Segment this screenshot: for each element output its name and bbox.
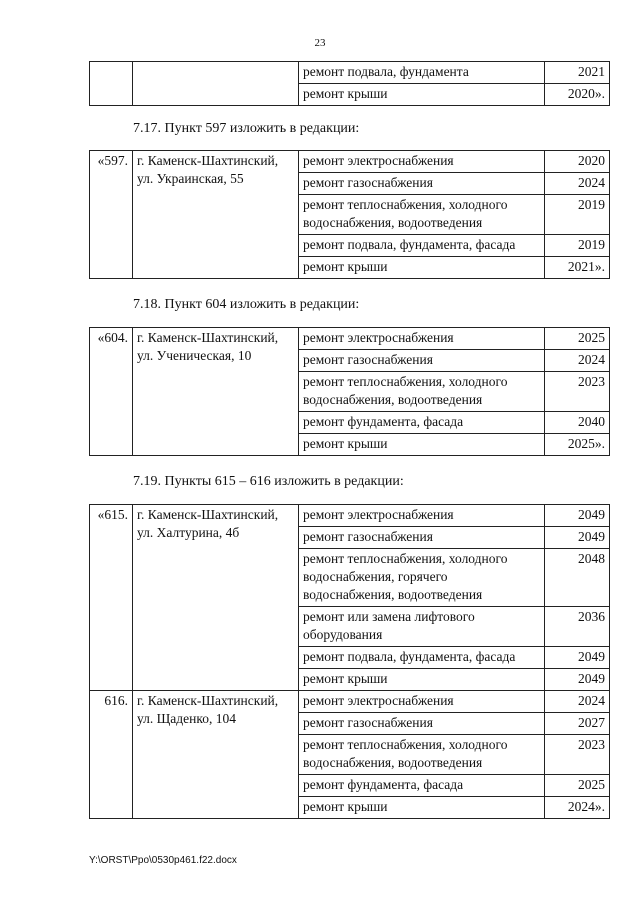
work-cell: ремонт подвала, фундамента, фасада (299, 235, 545, 257)
work-cell: ремонт газоснабжения (299, 527, 545, 549)
address-cell (133, 62, 299, 106)
year-cell: 2048 (545, 549, 610, 607)
number-cell: «597. (90, 151, 133, 279)
section-heading-7-18: 7.18. Пункт 604 изложить в редакции: (133, 297, 360, 312)
work-cell: ремонт подвала, фундамента, фасада (299, 647, 545, 669)
work-cell: ремонт крыши (299, 669, 545, 691)
work-cell: ремонт или замена лифтового оборудования (299, 607, 545, 647)
address-cell: г. Каменск-Шахтинский, ул. Щаденко, 104 (133, 691, 299, 819)
address-cell: г. Каменск-Шахтинский, ул. Халтурина, 4б (133, 505, 299, 691)
year-cell: 2019 (545, 195, 610, 235)
work-cell: ремонт теплоснабжения, холодного водоснабжения, горячего водоснабжения, водоотведения (299, 549, 545, 607)
work-cell: ремонт теплоснабжения, холодного водоснабжения, водоотведения (299, 735, 545, 775)
work-cell: ремонт теплоснабжения, холодного водоснабжения, водоотведения (299, 195, 545, 235)
number-cell: «615. (90, 505, 133, 691)
year-cell: 2025». (545, 434, 610, 456)
table-615-616 (89, 504, 610, 819)
address-cell: г. Каменск-Шахтинский, ул. Ученическая, 10 (133, 328, 299, 456)
number-cell: 616. (90, 691, 133, 819)
year-cell: 2036 (545, 607, 610, 647)
year-cell: 2023 (545, 372, 610, 412)
table-continuation (89, 61, 610, 106)
table-row (90, 691, 610, 713)
work-cell: ремонт газоснабжения (299, 173, 545, 195)
table-row (90, 62, 610, 84)
year-cell: 2020 (545, 151, 610, 173)
year-cell: 2049 (545, 647, 610, 669)
year-cell: 2025 (545, 775, 610, 797)
number-cell (90, 62, 133, 106)
year-cell: 2049 (545, 669, 610, 691)
year-cell: 2024 (545, 691, 610, 713)
work-cell: ремонт крыши (299, 84, 545, 106)
work-cell: ремонт фундамента, фасада (299, 775, 545, 797)
work-cell: ремонт фундамента, фасада (299, 412, 545, 434)
page-number: 23 (314, 37, 326, 49)
table-row (90, 505, 610, 527)
year-cell: 2021». (545, 257, 610, 279)
work-cell: ремонт подвала, фундамента (299, 62, 545, 84)
table-row (90, 328, 610, 350)
work-cell: ремонт теплоснабжения, холодного водоснабжения, водоотведения (299, 372, 545, 412)
year-cell: 2023 (545, 735, 610, 775)
work-cell: ремонт электроснабжения (299, 151, 545, 173)
year-cell: 2019 (545, 235, 610, 257)
year-cell: 2021 (545, 62, 610, 84)
table-604 (89, 327, 610, 456)
section-heading-7-17: 7.17. Пункт 597 изложить в редакции: (133, 121, 360, 136)
address-cell: г. Каменск-Шахтинский, ул. Украинская, 55 (133, 151, 299, 279)
footer-file-path: Y:\ORST\Ppo\0530p461.f22.docx (89, 855, 237, 866)
year-cell: 2040 (545, 412, 610, 434)
work-cell: ремонт электроснабжения (299, 691, 545, 713)
work-cell: ремонт газоснабжения (299, 713, 545, 735)
year-cell: 2025 (545, 328, 610, 350)
work-cell: ремонт электроснабжения (299, 328, 545, 350)
section-heading-7-19: 7.19. Пункты 615 – 616 изложить в редакции: (133, 474, 404, 489)
number-cell: «604. (90, 328, 133, 456)
table-row (90, 151, 610, 173)
work-cell: ремонт крыши (299, 257, 545, 279)
year-cell: 2027 (545, 713, 610, 735)
year-cell: 2024». (545, 797, 610, 819)
year-cell: 2049 (545, 505, 610, 527)
work-cell: ремонт крыши (299, 434, 545, 456)
work-cell: ремонт крыши (299, 797, 545, 819)
table-597 (89, 150, 610, 279)
year-cell: 2020». (545, 84, 610, 106)
year-cell: 2049 (545, 527, 610, 549)
work-cell: ремонт электроснабжения (299, 505, 545, 527)
year-cell: 2024 (545, 350, 610, 372)
year-cell: 2024 (545, 173, 610, 195)
work-cell: ремонт газоснабжения (299, 350, 545, 372)
